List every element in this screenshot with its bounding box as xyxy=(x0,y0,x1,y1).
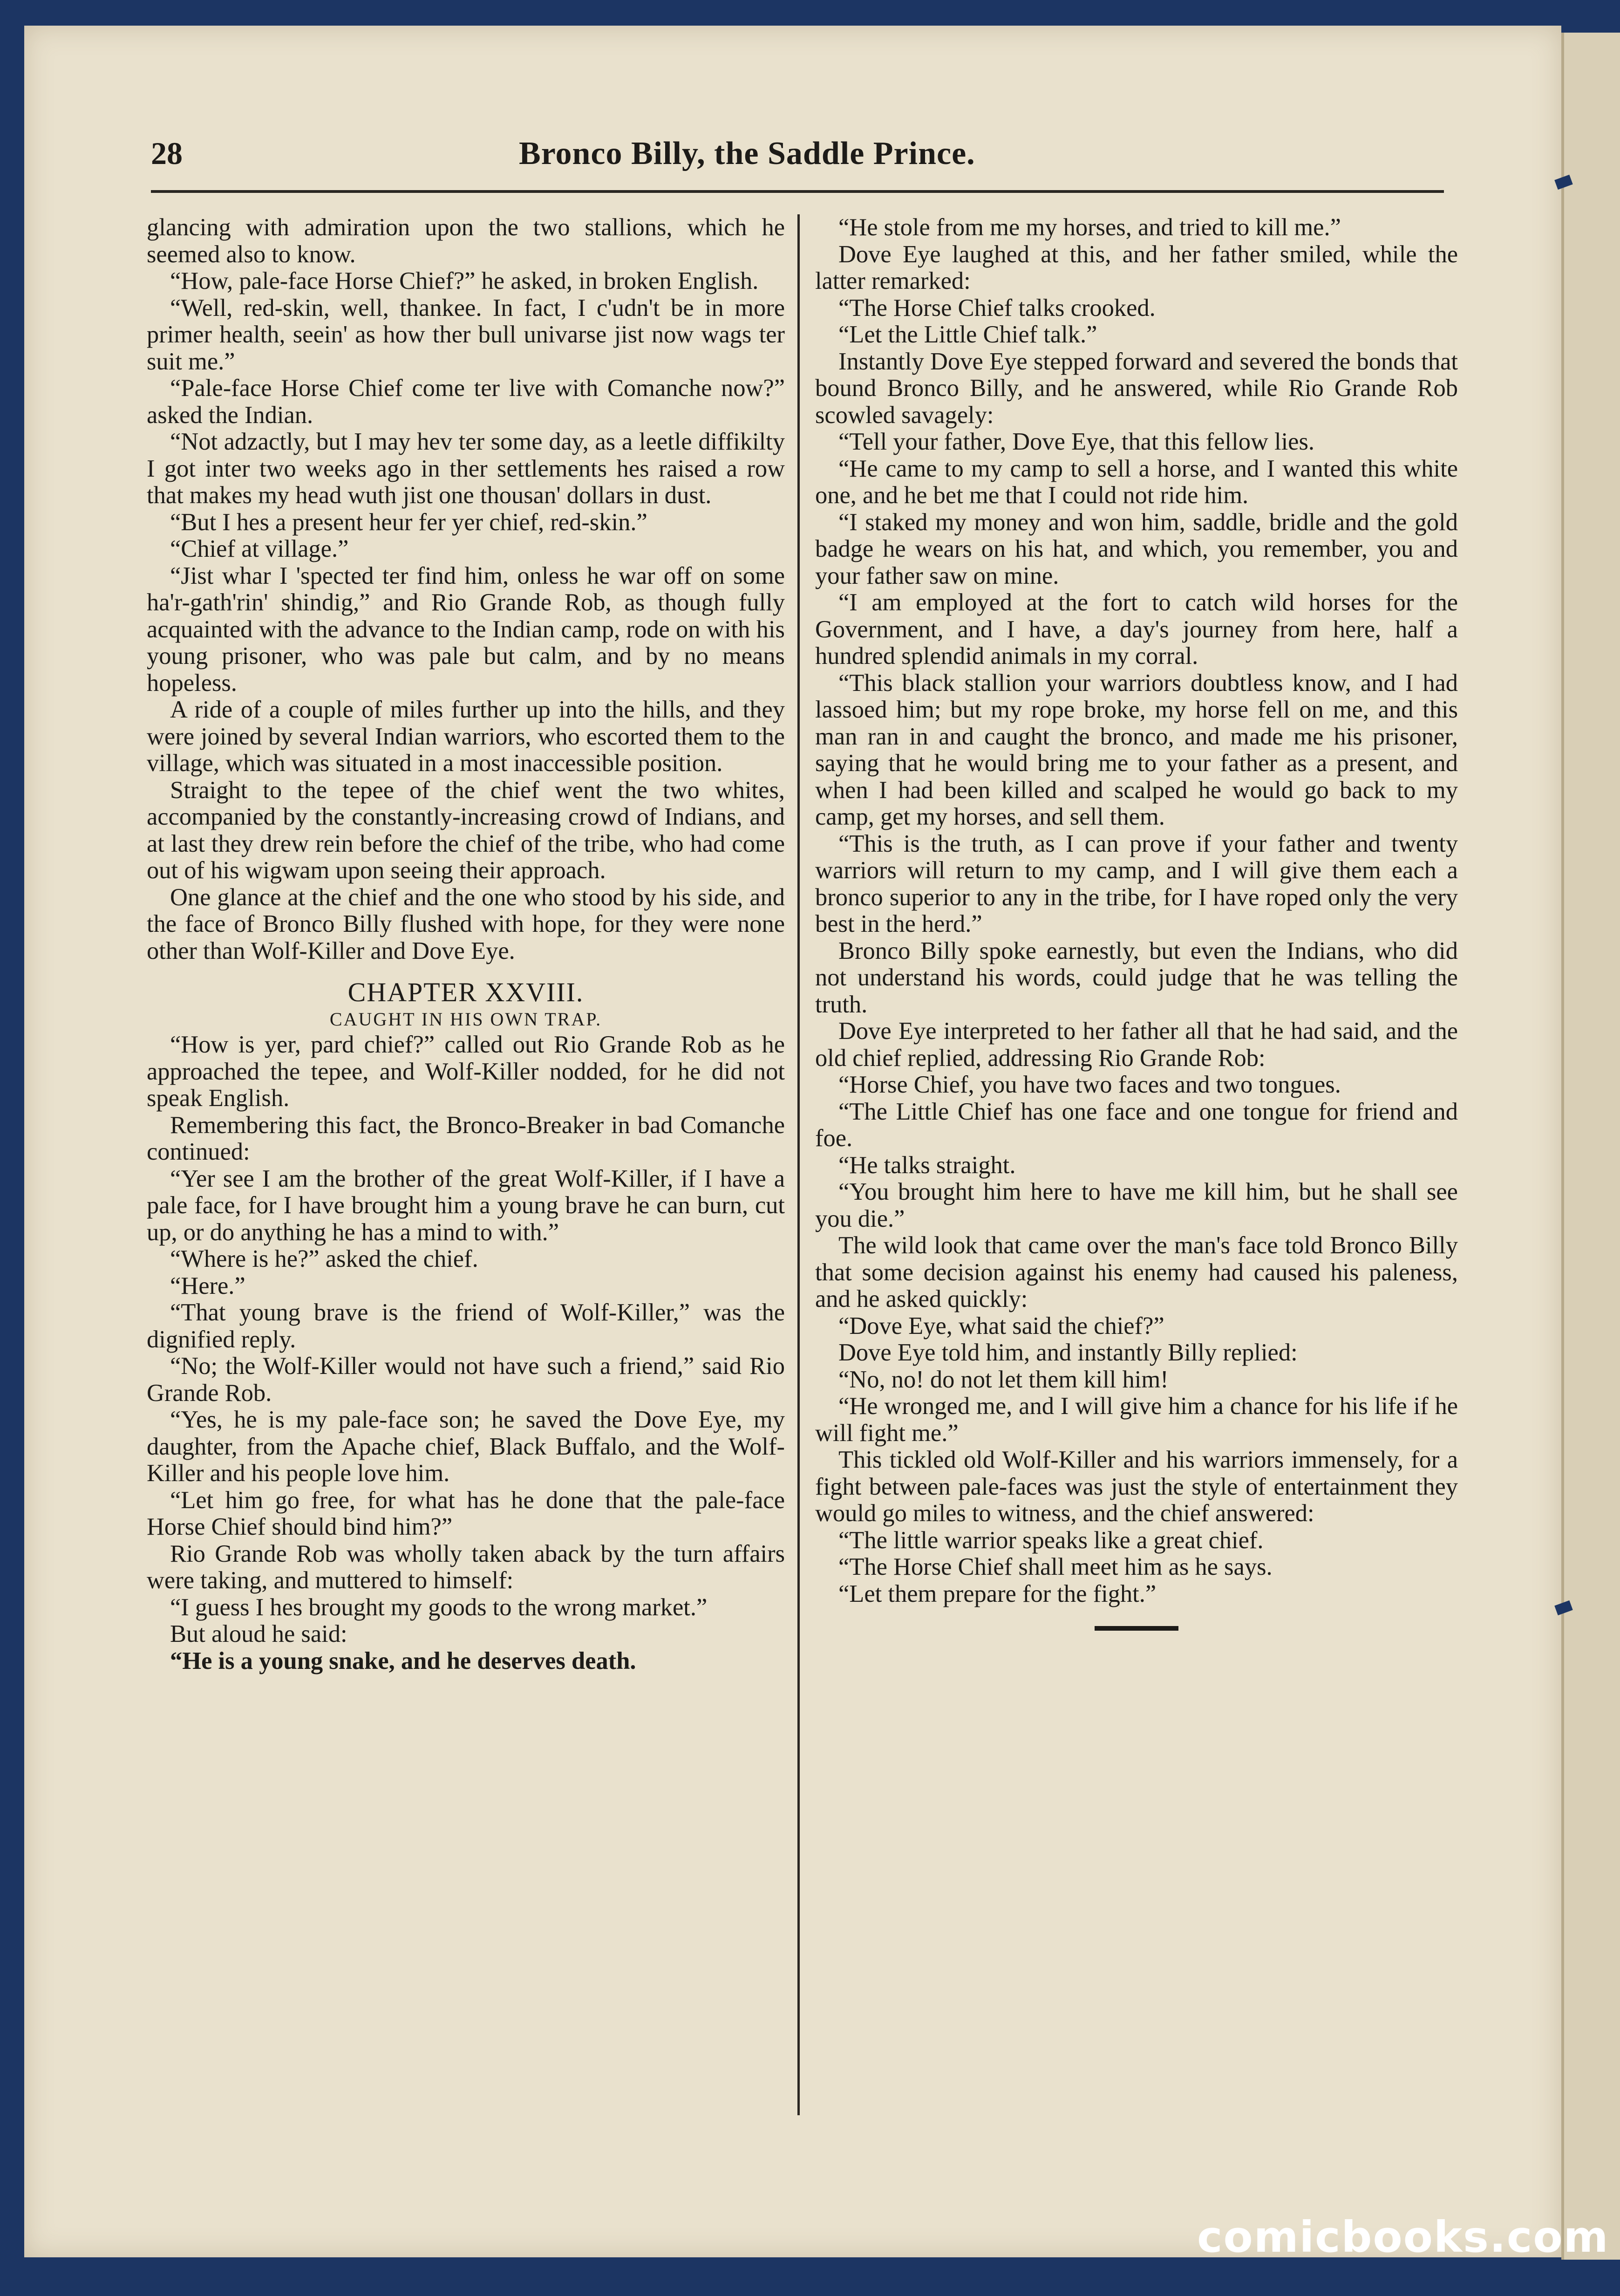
paragraph: “He stole from me my horses, and tried to kill me.” xyxy=(838,214,1341,241)
chapter-subheading: CAUGHT IN HIS OWN TRAP. xyxy=(329,1009,602,1030)
paragraph: Remembering this fact, the Bronco-Breaker in bad Comanche continued: xyxy=(147,1111,785,1165)
paragraph: “No; the Wolf-Killer would not have such a friend,” said Rio Grande Rob. xyxy=(147,1353,785,1407)
paragraph: Dove Eye interpreted to her father all that he had said, and the old chief replied, addressing Rio Grande Rob: xyxy=(815,1018,1458,1072)
paragraph: “Where is he?” asked the chief. xyxy=(170,1245,478,1272)
paragraph: “But I hes a present heur fer yer chief, red-skin.” xyxy=(170,508,647,536)
paragraph: Bronco Billy spoke earnestly, but even the Indians, who did not understand his words, could judge that he was telling the truth. xyxy=(815,937,1458,1018)
column-divider xyxy=(797,214,800,2115)
paragraph: “You brought him here to have me kill him, but he shall see you die.” xyxy=(815,1178,1458,1232)
chapter-heading: CHAPTER XXVIII. xyxy=(347,977,584,1007)
right-column xyxy=(815,214,1458,1631)
paragraph: “Let them prepare for the fight.” xyxy=(838,1580,1157,1607)
paragraph: “Chief at village.” xyxy=(170,535,349,562)
paragraph: “The Horse Chief talks crooked. xyxy=(838,294,1156,321)
page-number: 28 xyxy=(151,136,183,171)
paragraph: “Dove Eye, what said the chief?” xyxy=(838,1312,1164,1339)
paragraph: Rio Grande Rob was wholly taken aback by the turn affairs were taking, and muttered to himself: xyxy=(147,1540,785,1594)
paragraph: “Let the Little Chief talk.” xyxy=(838,321,1097,348)
watermark: comicbooks.com xyxy=(1197,2212,1609,2262)
paragraph: “Pale-face Horse Chief come ter live with Comanche now?” asked the Indian. xyxy=(147,375,785,429)
paragraph: “This is the truth, as I can prove if your father and twenty warriors will return to my camp, and I will give them each a bronco superior to any in the tribe, for I have roped only the very best in the herd.” xyxy=(815,830,1458,937)
paragraph: “Jist whar I 'spected ter find him, onless he war off on some ha'r-gath'rin' shindig,” and Rio Grande Rob, as though fully acquainted with the advance to the Indian camp, rode on with his young prisoner, who was pale but calm, and by no means hopeless. xyxy=(147,562,785,697)
paragraph: Dove Eye told him, and instantly Billy replied: xyxy=(838,1339,1298,1366)
paragraph: Straight to the tepee of the chief went the two whites, accompanied by the constantly-increasing crowd of Indians, and at last they drew rein before the chief of the tribe, who had come out of his wigwam upon seeing their approach. xyxy=(147,776,785,884)
running-title: Bronco Billy, the Saddle Prince. xyxy=(519,136,975,171)
paragraph: One glance at the chief and the one who stood by his side, and the face of Bronco Billy flushed with hope, for they were none other than Wolf-Killer and Dove Eye. xyxy=(147,883,785,964)
paragraph: Dove Eye laughed at this, and her father smiled, while the latter remarked: xyxy=(815,240,1458,294)
paragraph: A ride of a couple of miles further up into the hills, and they were joined by several Indian warriors, who escorted them to the village, which was situated in a most inaccessible position. xyxy=(147,696,785,777)
paragraph: “I guess I hes brought my goods to the wrong market.” xyxy=(170,1593,708,1621)
paragraph: The wild look that came over the man's face told Bronco Billy that some decision against his enemy had caused his paleness, and he asked quickly: xyxy=(815,1232,1458,1312)
paragraph: “He wronged me, and I will give him a chance for his life if he will fight me.” xyxy=(815,1393,1458,1447)
paragraph: “No, no! do not let them kill him! xyxy=(838,1366,1169,1393)
page-header xyxy=(151,135,1444,186)
paragraph: “The Little Chief has one face and one tongue for friend and foe. xyxy=(815,1098,1458,1152)
paragraph: glancing with admiration upon the two stallions, which he seemed also to know. xyxy=(147,214,785,268)
paragraph: “How is yer, pard chief?” called out Rio Grande Rob as he approached the tepee, and Wolf-Killer nodded, for he did not speak English. xyxy=(147,1031,785,1112)
paragraph: Instantly Dove Eye stepped forward and severed the bonds that bound Bronco Billy, and he answered, while Rio Grande Rob scowled savagely: xyxy=(815,348,1458,429)
paragraph: “I am employed at the fort to catch wild horses for the Government, and I have, a day's journey from here, half a hundred splendid animals in my corral. xyxy=(815,589,1458,670)
paragraph: “Not adzactly, but I may hev ter some day, as a leetle diffikilty I got inter two weeks ago in ther settlements hes raised a row that makes my head wuth jist one thousan' dollars in dust. xyxy=(147,428,785,509)
paragraph: “Horse Chief, you have two faces and two tongues. xyxy=(838,1071,1341,1098)
paragraph: “Yer see I am the brother of the great Wolf-Killer, if I have a pale face, for I have brought him a young brave he can burn, cut up, or do anything he has a mind to with.” xyxy=(147,1165,785,1246)
left-column xyxy=(147,214,785,1674)
paragraph: “Here.” xyxy=(170,1272,245,1299)
paragraph: “How, pale-face Horse Chief?” he asked, in broken English. xyxy=(170,267,759,294)
paragraph: “I staked my money and won him, saddle, bridle and the gold badge he wears on his hat, and which, you remember, you and your father saw on mine. xyxy=(815,508,1458,589)
paragraph: “Let him go free, for what has he done that the pale-face Horse Chief should bind him?” xyxy=(147,1486,785,1540)
paragraph: “He talks straight. xyxy=(838,1151,1016,1179)
paragraph: “That young brave is the friend of Wolf-Killer,” was the dignified reply. xyxy=(147,1299,785,1353)
paragraph: “This black stallion your warriors doubtless know, and I had lassoed him; but my rope broke, my horse fell on me, and this man ran in and caught the bronco, and made me his prisoner, saying that he would bring me to your father as a present, and when I had been killed and scalped he would go back to my camp, get my horses, and sell them. xyxy=(815,669,1458,830)
paragraph: “The little warrior speaks like a great chief. xyxy=(838,1526,1264,1554)
paragraph: But aloud he said: xyxy=(170,1620,347,1647)
header-rule xyxy=(151,190,1444,193)
paragraph: “Well, red-skin, well, thankee. In fact, I c'udn't be in more primer health, seein' as how ther bull univarse jist now wags ter suit me.” xyxy=(147,294,785,375)
section-end-rule xyxy=(1095,1626,1178,1631)
page-edge xyxy=(1561,33,1620,2260)
paragraph: “Yes, he is my pale-face son; he saved the Dove Eye, my daughter, from the Apache chief, Black Buffalo, and the Wolf-Killer and his people love him. xyxy=(147,1406,785,1487)
paragraph: This tickled old Wolf-Killer and his warriors immensely, for a fight between pale-faces was just the style of entertainment they would go miles to witness, and the chief answered: xyxy=(815,1446,1458,1527)
paragraph: “He came to my camp to sell a horse, and I wanted this white one, and he bet me that I could not ride him. xyxy=(815,455,1458,509)
paragraph: “He is a young snake, and he deserves death. xyxy=(170,1647,636,1674)
paragraph: “Tell your father, Dove Eye, that this fellow lies. xyxy=(838,428,1315,455)
paragraph: “The Horse Chief shall meet him as he says. xyxy=(838,1553,1273,1580)
